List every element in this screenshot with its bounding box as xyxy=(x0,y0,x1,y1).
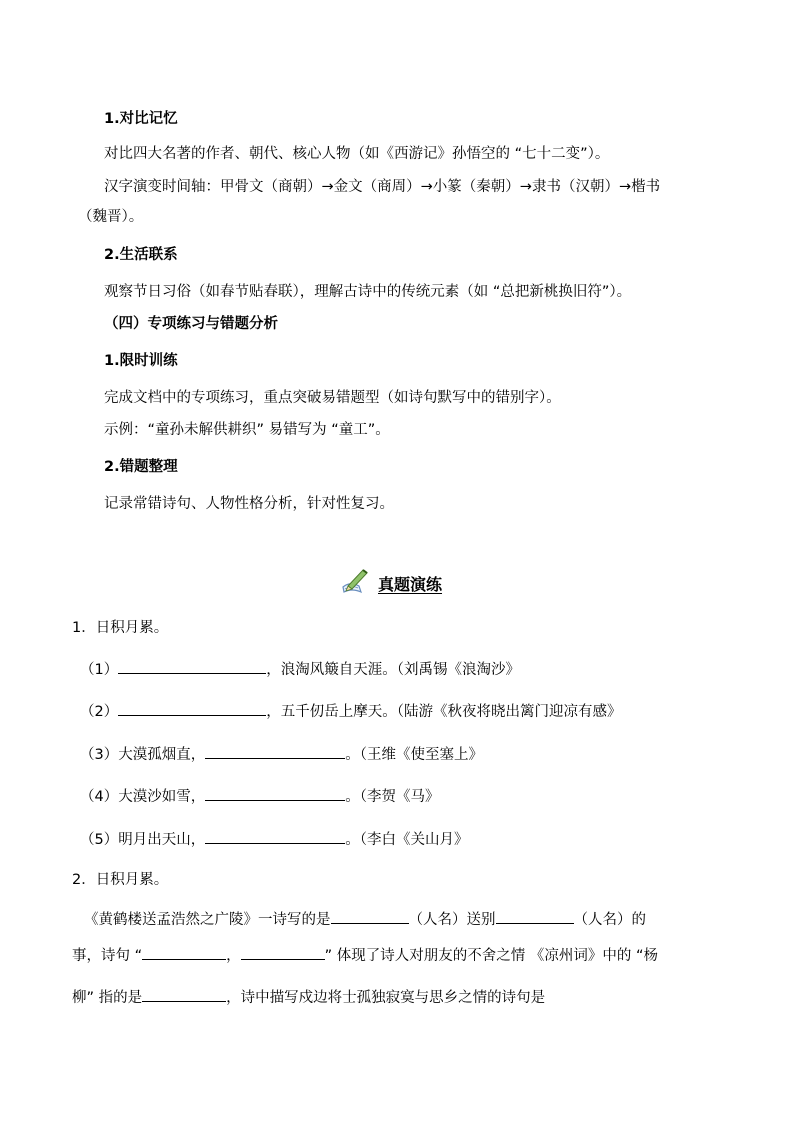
item-text-pre: 明月出天山， xyxy=(118,832,206,848)
q2-text: ，诗中描写戍边将士孤独寂寞与思乡之情的诗句是 xyxy=(226,990,546,1006)
item-text: 。（李白《关山月》 xyxy=(345,832,469,848)
q1-item-5 xyxy=(80,828,468,850)
q2-line-3 xyxy=(72,986,545,1008)
item-number: （3） xyxy=(80,747,119,763)
q2-text: 《黄鹤楼送孟浩然之广陵》一诗写的是 xyxy=(84,912,331,928)
item-number: （2） xyxy=(80,704,119,720)
answer-blank[interactable] xyxy=(331,908,409,924)
paragraph-festival-customs: 观察节日习俗（如春节贴春联），理解古诗中的传统元素（如 “总把新桃换旧符”）。 xyxy=(104,284,632,300)
answer-blank[interactable] xyxy=(118,700,266,716)
q2-text: （人名）送别 xyxy=(408,912,496,928)
item-text: ，五千仞岳上摩天。（陆游《秋夜将晓出篱门迎凉有感》 xyxy=(266,704,622,720)
q2-text: ， xyxy=(226,948,241,964)
q1-item-4 xyxy=(80,785,439,807)
paragraph-four-classics: 对比四大名著的作者、朝代、核心人物（如《西游记》孙悟空的 “七十二变”）。 xyxy=(104,146,610,162)
item-text-pre: 大漠孤烟直， xyxy=(118,747,206,763)
q2-line-1 xyxy=(84,908,646,930)
heading-timed-training: 1.限时训练 xyxy=(104,353,178,369)
answer-blank[interactable] xyxy=(241,944,325,960)
item-text: ，浪淘风簸自天涯。（刘禹锡《浪淘沙》 xyxy=(266,662,520,678)
q2-line-2 xyxy=(72,944,658,966)
answer-blank[interactable] xyxy=(205,828,345,844)
q1-item-2 xyxy=(80,700,621,722)
answer-blank[interactable] xyxy=(205,743,345,759)
question-1-label: 1．日积月累。 xyxy=(72,620,169,636)
answer-blank[interactable] xyxy=(118,658,266,674)
pen-paper-icon xyxy=(340,567,370,599)
practice-title: 真题演练 xyxy=(378,574,443,594)
q2-text: 事，诗句 “ xyxy=(72,948,143,964)
item-text: 。（王维《使至塞上》 xyxy=(345,747,483,763)
answer-blank[interactable] xyxy=(496,908,574,924)
paragraph-training: 完成文档中的专项练习，重点突破易错题型（如诗句默写中的错别字）。 xyxy=(104,390,561,406)
paragraph-example: 示例：“童孙未解供耕织” 易错写为 “童工”。 xyxy=(104,422,390,438)
item-number: （4） xyxy=(80,789,119,805)
paragraph-character-timeline-cont: （魏晋）。 xyxy=(78,209,144,225)
item-text: 。（李贺《马》 xyxy=(345,789,440,805)
question-2-label: 2．日积月累。 xyxy=(72,872,169,888)
paragraph-error-review: 记录常错诗句、人物性格分析，针对性复习。 xyxy=(104,496,394,512)
paragraph-character-timeline: 汉字演变时间轴：甲骨文（商朝）→金文（商周）→小篆（秦朝）→隶书（汉朝）→楷书 xyxy=(104,179,661,195)
q2-text: （人名）的 xyxy=(573,912,646,928)
practice-section-title xyxy=(340,568,442,598)
answer-blank[interactable] xyxy=(142,986,226,1002)
item-number: （1） xyxy=(80,662,119,678)
q1-item-1 xyxy=(80,658,520,680)
item-number: （5） xyxy=(80,832,119,848)
q2-text: ” 体现了诗人对朋友的不舍之情 《凉州词》中的 “杨 xyxy=(324,948,658,964)
q2-text: 柳” 指的是 xyxy=(72,990,143,1006)
item-text-pre: 大漠沙如雪， xyxy=(118,789,206,805)
q1-item-3 xyxy=(80,743,483,765)
answer-blank[interactable] xyxy=(142,944,226,960)
heading-error-collection: 2.错题整理 xyxy=(104,459,178,475)
heading-contrast-memory: 1.对比记忆 xyxy=(104,111,178,127)
section-heading-special-practice: （四）专项练习与错题分析 xyxy=(104,316,278,332)
answer-blank[interactable] xyxy=(205,785,345,801)
heading-life-connection: 2.生活联系 xyxy=(104,247,178,263)
